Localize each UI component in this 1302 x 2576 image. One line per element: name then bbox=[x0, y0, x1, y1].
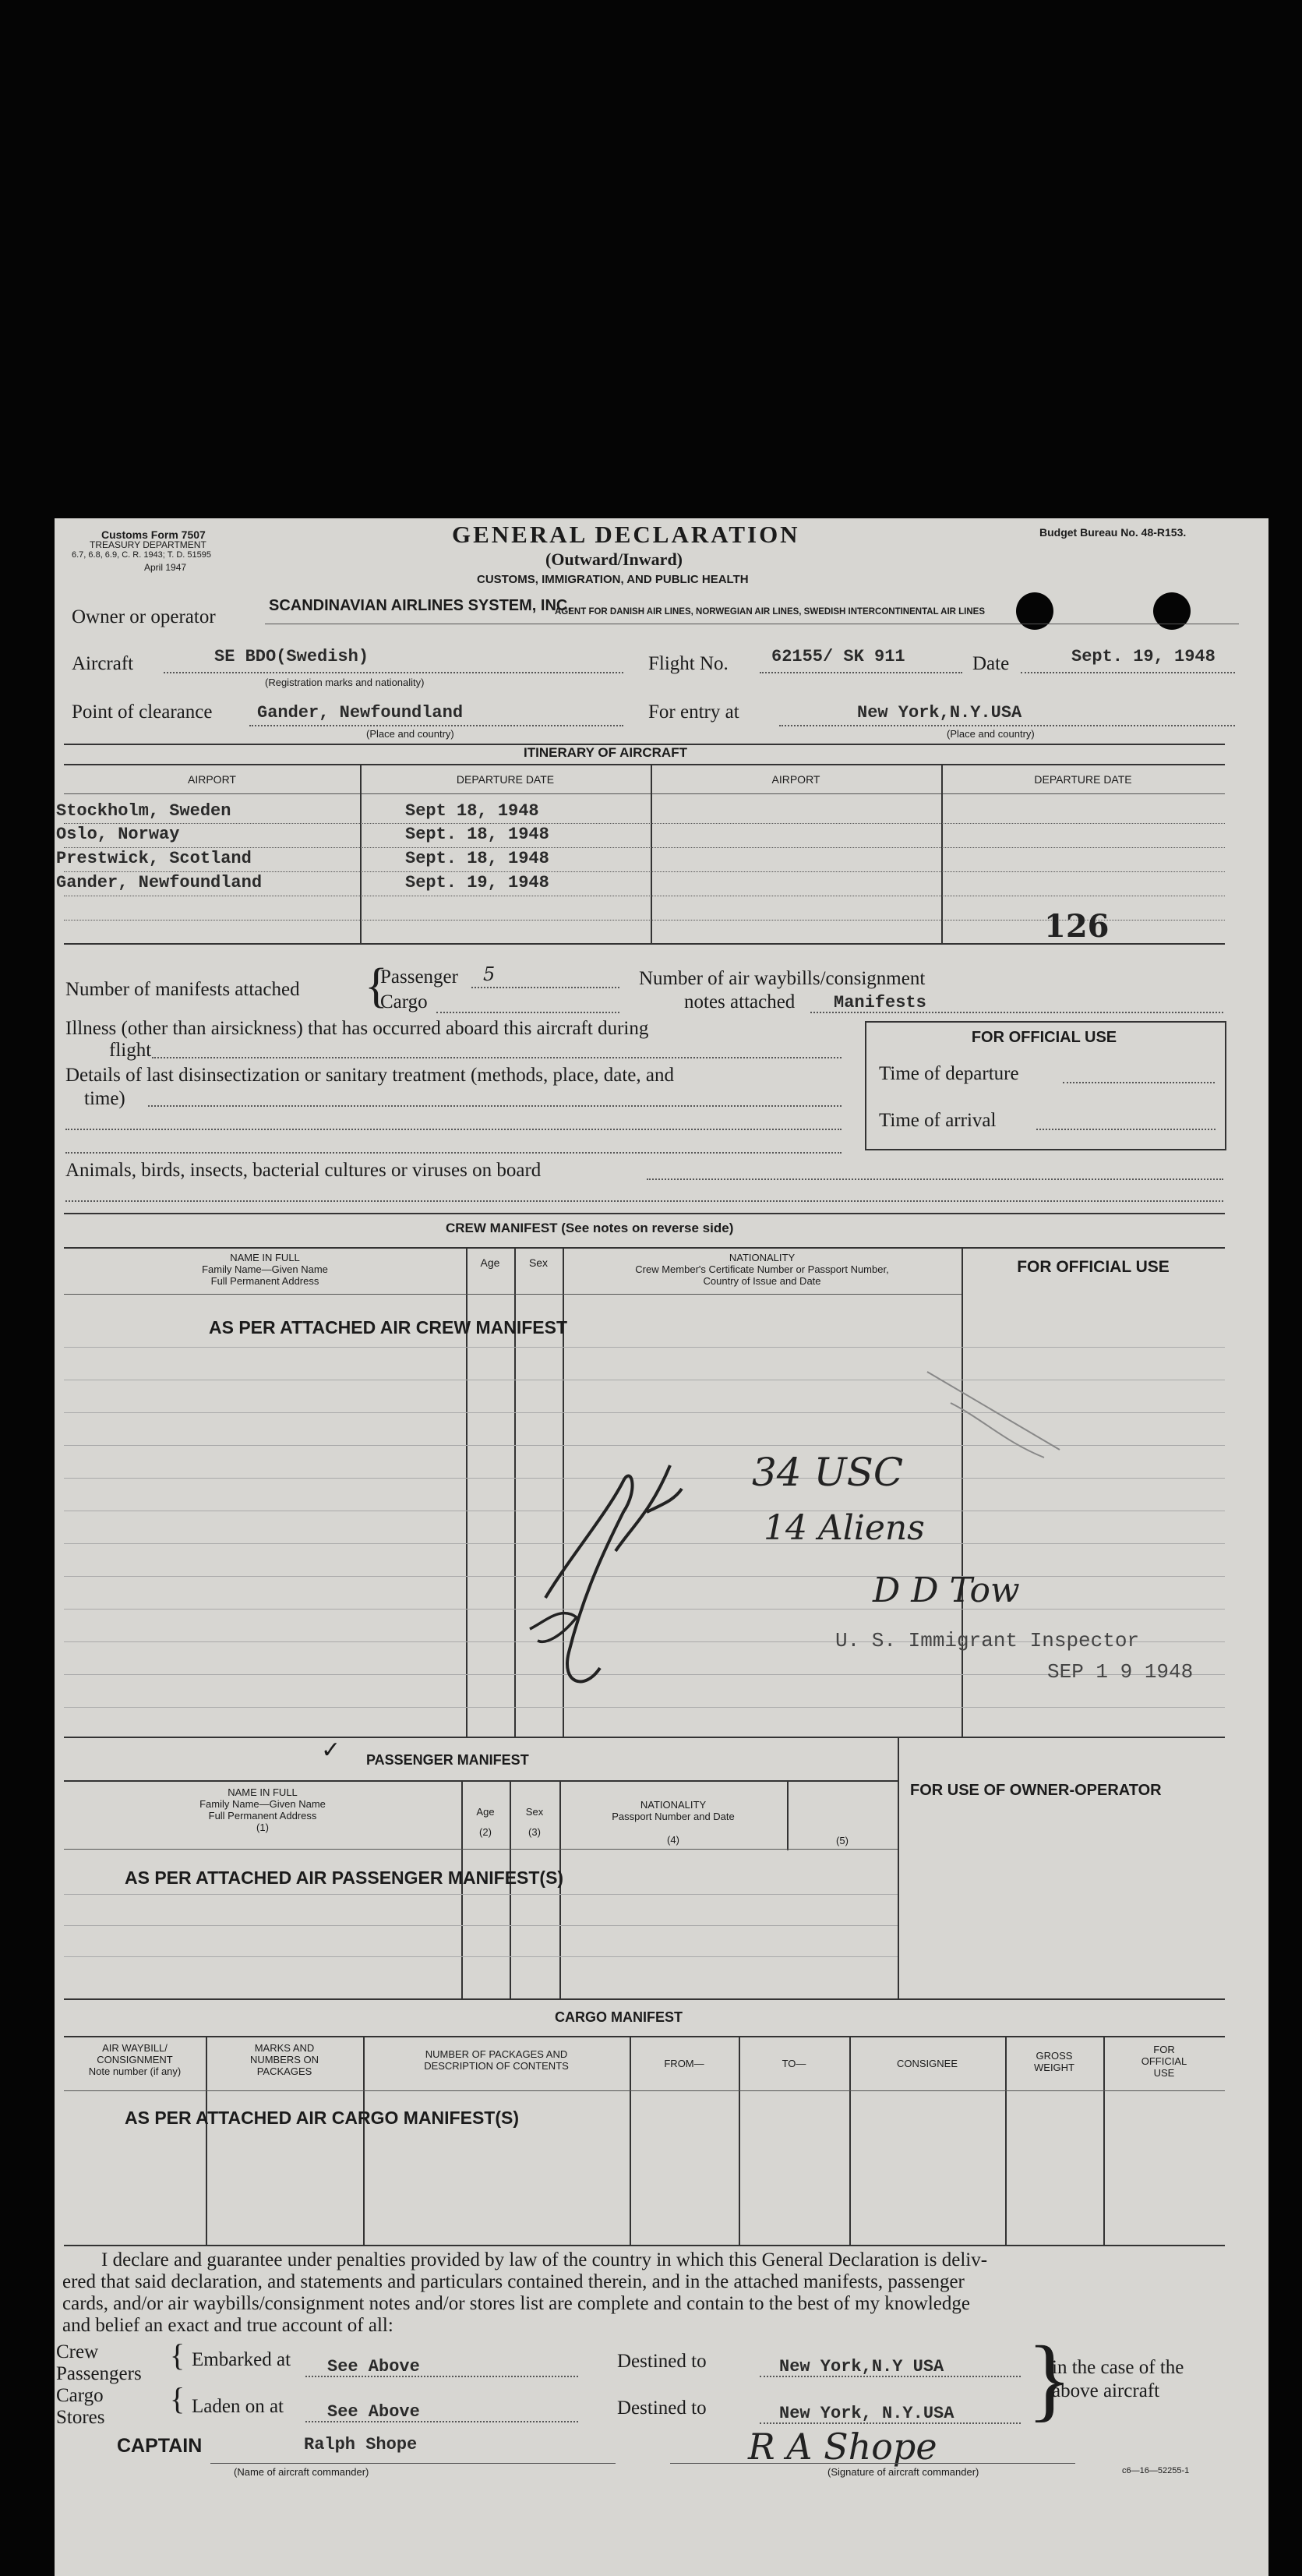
cargo-title: CARGO MANIFEST bbox=[555, 2009, 683, 2025]
laden-value: See Above bbox=[327, 2402, 420, 2422]
manifests-cargo-label: Cargo bbox=[380, 991, 428, 1012]
date-value: Sept. 19, 1948 bbox=[1071, 647, 1216, 666]
entry-label: For entry at bbox=[648, 701, 739, 723]
budget-bureau: Budget Bureau No. 48-R153. bbox=[1039, 526, 1187, 539]
itin-row-airport: Oslo, Norway bbox=[56, 825, 180, 844]
destined-value-1: New York,N.Y USA bbox=[779, 2357, 944, 2376]
owner-label: Owner or operator bbox=[72, 606, 216, 627]
declaration-text-3: cards, and/or air waybills/consignment notes and/or stores list are complete and contain to the best of my knowledge bbox=[62, 2293, 970, 2314]
inspector-scribble bbox=[514, 1419, 717, 1730]
itin-row-airport: Gander, Newfoundland bbox=[56, 873, 263, 892]
illness-label-cont: flight bbox=[109, 1040, 152, 1061]
edition: April 1947 bbox=[144, 562, 187, 573]
decl-passengers: Passengers bbox=[56, 2363, 142, 2384]
itin-row-date: Sept. 18, 1948 bbox=[405, 849, 549, 868]
itin-col-departure-2: DEPARTURE DATE bbox=[1034, 773, 1132, 786]
captain-caption: (Name of aircraft commander) bbox=[234, 2466, 369, 2478]
case-note-1: in the case of the bbox=[1052, 2357, 1184, 2378]
itin-col-airport-2: AIRPORT bbox=[771, 773, 820, 786]
passenger-col-5: (5) bbox=[836, 1835, 849, 1846]
destined-label-2: Destined to bbox=[617, 2398, 707, 2419]
form-id: Customs Form 7507 bbox=[101, 528, 206, 541]
manifests-passenger-value: 5 bbox=[483, 963, 496, 985]
entry-caption: (Place and country) bbox=[947, 728, 1035, 740]
captain-name: Ralph Shope bbox=[304, 2435, 418, 2454]
inspector-stamp: U. S. Immigrant Inspector bbox=[835, 1629, 1140, 1652]
form-title: GENERAL DECLARATION bbox=[452, 521, 800, 548]
signature-caption: (Signature of aircraft commander) bbox=[827, 2466, 979, 2478]
form-number: c6—16—52255-1 bbox=[1122, 2466, 1190, 2475]
disinsect-label: Details of last disinsectization or sanitary treatment (methods, place, date, and bbox=[65, 1065, 674, 1086]
cargo-note: AS PER ATTACHED AIR CARGO MANIFEST(S) bbox=[125, 2108, 519, 2128]
crew-col-age: Age bbox=[480, 1256, 500, 1269]
form-direction: (Outward/Inward) bbox=[545, 549, 683, 569]
animals-label: Animals, birds, insects, bacterial cultures or viruses on board bbox=[65, 1160, 542, 1181]
inspector-stamp-date: SEP 1 9 1948 bbox=[1047, 1660, 1194, 1684]
embarked-label: Embarked at bbox=[192, 2349, 291, 2370]
time-departure-label: Time of departure bbox=[879, 1063, 1019, 1084]
itinerary-title: ITINERARY OF AIRCRAFT bbox=[524, 745, 687, 760]
crew-hand-count-1: 34 USC bbox=[752, 1450, 904, 1495]
itin-col-departure-1: DEPARTURE DATE bbox=[456, 773, 555, 786]
embarked-value: See Above bbox=[327, 2357, 420, 2376]
passenger-col-sex: Sex (3) bbox=[525, 1806, 544, 1838]
decl-brace-left: { bbox=[170, 2337, 185, 2373]
itin-row-airport: Prestwick, Scotland bbox=[56, 849, 252, 868]
disinsect-label-cont: time) bbox=[84, 1088, 125, 1109]
crew-col-sex: Sex bbox=[528, 1256, 549, 1269]
notes-value: Manifests bbox=[834, 993, 926, 1012]
itin-row-airport: Stockholm, Sweden bbox=[56, 801, 231, 821]
official-box-title: FOR OFFICIAL USE bbox=[971, 1029, 1117, 1046]
cargo-col-from: FROM— bbox=[664, 2058, 704, 2069]
cargo-col-official: FOR OFFICIAL USE bbox=[1141, 2044, 1187, 2079]
crew-title: CREW MANIFEST (See notes on reverse side) bbox=[446, 1221, 734, 1235]
waybills-label: Number of air waybills/consignment bbox=[639, 968, 926, 989]
passenger-title: PASSENGER MANIFEST bbox=[366, 1752, 529, 1768]
clearance-value: Gander, Newfoundland bbox=[257, 703, 464, 723]
itin-row-date: Sept. 18, 1948 bbox=[405, 825, 549, 844]
declaration-text-4: and belief an exact and true account of all: bbox=[62, 2315, 393, 2336]
passenger-col-age: Age (2) bbox=[476, 1806, 495, 1838]
destined-label-1: Destined to bbox=[617, 2351, 707, 2372]
owner-agent: AGENT FOR DANISH AIR LINES, NORWEGIAN AIR LINES, SWEDISH INTERCONTINENTAL AIR LINES bbox=[555, 607, 986, 617]
notes-label: notes attached bbox=[684, 991, 796, 1012]
manifests-passenger-label: Passenger bbox=[380, 966, 458, 988]
destined-value-2: New York, N.Y.USA bbox=[779, 2404, 954, 2423]
inspector-signature: D D Tow bbox=[873, 1571, 1020, 1610]
laden-label: Laden on at bbox=[192, 2396, 284, 2417]
illness-label: Illness (other than airsickness) that has occurred aboard this aircraft during bbox=[65, 1018, 649, 1039]
department: TREASURY DEPARTMENT bbox=[90, 539, 206, 550]
clearance-label: Point of clearance bbox=[72, 701, 213, 723]
owner-value: SCANDINAVIAN AIRLINES SYSTEM, INC. bbox=[269, 597, 572, 614]
declaration-text-2: ered that said declaration, and statements and particulars contained therein, and in the attached manifests, passenger bbox=[62, 2271, 965, 2292]
passenger-check: ✓ bbox=[321, 1737, 341, 1763]
itin-col-airport-1: AIRPORT bbox=[188, 773, 236, 786]
aircraft-caption: (Registration marks and nationality) bbox=[265, 677, 425, 688]
decl-brace-right: } bbox=[1027, 2327, 1072, 2430]
cargo-col-to: TO— bbox=[782, 2058, 806, 2069]
cargo-col-consignee: CONSIGNEE bbox=[896, 2058, 958, 2069]
entry-value: New York,N.Y.USA bbox=[857, 703, 1022, 723]
aircraft-label: Aircraft bbox=[72, 653, 134, 674]
crew-note: AS PER ATTACHED AIR CREW MANIFEST bbox=[209, 1317, 567, 1337]
itin-row-date: Sept 18, 1948 bbox=[405, 801, 539, 821]
flight-value: 62155/ SK 911 bbox=[771, 647, 905, 666]
date-label: Date bbox=[972, 653, 1010, 674]
decl-stores: Stores bbox=[56, 2407, 105, 2428]
form-subtitle: CUSTOMS, IMMIGRATION, AND PUBLIC HEALTH bbox=[477, 573, 749, 586]
itin-hand-number: 126 bbox=[1044, 908, 1110, 945]
crew-col-official: FOR OFFICIAL USE bbox=[1017, 1258, 1170, 1276]
time-arrival-label: Time of arrival bbox=[879, 1110, 997, 1131]
crew-col-nationality: NATIONALITY Crew Member's Certificate Number or Passport Number, Country of Issue and Date bbox=[635, 1252, 889, 1287]
regulations: 6.7, 6.8, 6.9, C. R. 1943; T. D. 51595 bbox=[72, 550, 211, 560]
declaration-text-1: I declare and guarantee under penalties provided by law of the country in which this General Declaration is deliv- bbox=[101, 2249, 988, 2270]
pencil-scribble bbox=[919, 1356, 1075, 1465]
passenger-col-name: NAME IN FULL Family Name—Given Name Full Permanent Address (1) bbox=[199, 1786, 326, 1833]
cargo-col-waybill: AIR WAYBILL/ CONSIGNMENT Note number (if any) bbox=[88, 2042, 182, 2077]
aircraft-value: SE BDO(Swedish) bbox=[214, 647, 369, 666]
passenger-note: AS PER ATTACHED AIR PASSENGER MANIFEST(S) bbox=[125, 1868, 564, 1888]
decl-cargo: Cargo bbox=[56, 2385, 104, 2406]
manifests-brace: { bbox=[365, 959, 388, 1012]
passenger-col-owner: FOR USE OF OWNER-OPERATOR bbox=[910, 1782, 1162, 1799]
clearance-caption: (Place and country) bbox=[366, 728, 454, 740]
decl-crew: Crew bbox=[56, 2341, 99, 2362]
cargo-col-description: NUMBER OF PACKAGES AND DESCRIPTION OF CONTENTS bbox=[424, 2048, 569, 2072]
case-note-2: above aircraft bbox=[1052, 2380, 1160, 2401]
crew-hand-count-2: 14 Aliens bbox=[764, 1508, 925, 1548]
decl-brace-left: { bbox=[170, 2381, 185, 2416]
captain-signature: R A Shope bbox=[748, 2426, 937, 2468]
flight-label: Flight No. bbox=[648, 653, 729, 674]
manifests-label: Number of manifests attached bbox=[65, 979, 300, 1000]
passenger-col-nationality: NATIONALITY Passport Number and Date (4) bbox=[612, 1799, 735, 1846]
cargo-col-marks: MARKS AND NUMBERS ON PACKAGES bbox=[249, 2042, 319, 2077]
crew-col-name: NAME IN FULL Family Name—Given Name Full Permanent Address bbox=[202, 1252, 328, 1287]
itin-row-date: Sept. 19, 1948 bbox=[405, 873, 549, 892]
captain-label: CAPTAIN bbox=[117, 2435, 203, 2457]
cargo-col-weight: GROSS WEIGHT bbox=[1034, 2050, 1074, 2073]
